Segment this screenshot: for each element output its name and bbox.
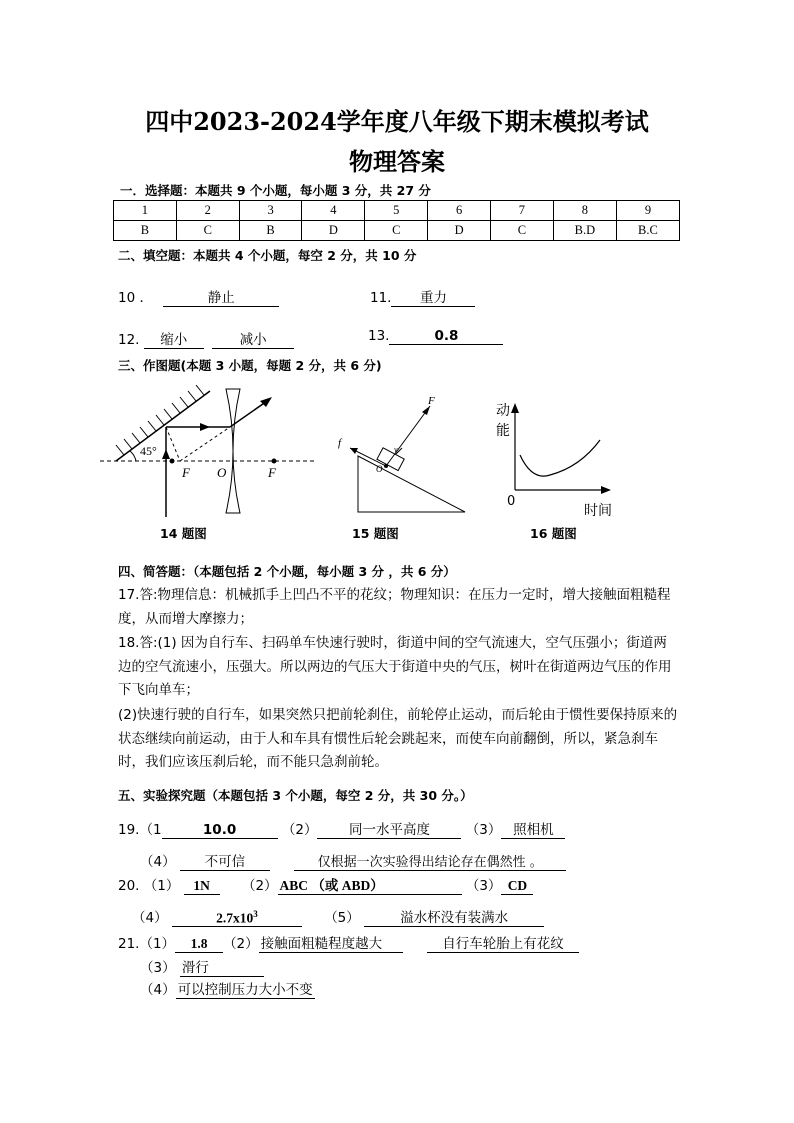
section-3-heading: 三、作图题(本题 3 小题，每题 2 分，共 6 分) bbox=[118, 358, 382, 373]
table-cell: 1 bbox=[114, 201, 177, 221]
q19-answer-1: 10.0 bbox=[162, 822, 278, 839]
q18-answer-part1: 18.答:(1) 因为自行车、扫码单车快速行驶时，街道中间的空气流速大，空气压强小；街道两边的空气流速小，压强大。所以两边的气压大于街道中央的气压，树叶在街道两边气压的作用下飞向单车； bbox=[118, 635, 672, 698]
table-cell: D bbox=[302, 221, 365, 241]
angle-label: 45° bbox=[140, 444, 157, 458]
table-cell: C bbox=[365, 221, 428, 241]
q20-answer-1: 1N bbox=[184, 878, 220, 895]
q21-label-3: （3） bbox=[140, 960, 176, 976]
focus-right-label: F bbox=[268, 465, 276, 480]
q20-answer-4 bbox=[172, 909, 302, 928]
q13-label: 13. bbox=[368, 328, 390, 344]
page-subtitle: 物理答案 bbox=[349, 147, 445, 176]
energy-curve bbox=[520, 440, 600, 476]
table-cell: 6 bbox=[428, 201, 491, 221]
q21-answer-1: 1.8 bbox=[175, 936, 223, 953]
table-cell: 3 bbox=[239, 201, 302, 221]
q19-answer-5: 仅根据一次实验得出结论存在偶然性 。 bbox=[294, 851, 566, 871]
table-row-answers bbox=[114, 221, 680, 241]
figure-15-diagram bbox=[330, 392, 470, 517]
choice-answer-table bbox=[113, 200, 680, 241]
q20-label-1: 20. （1） bbox=[118, 878, 180, 894]
q20-label-5: （5） bbox=[324, 910, 360, 926]
table-cell: B.D bbox=[553, 221, 616, 241]
q21-label-4: （4） bbox=[140, 982, 176, 998]
table-cell: 2 bbox=[176, 201, 239, 221]
q20-line-2 bbox=[132, 906, 544, 927]
q20-answer-2: ABC （或 ABD） bbox=[278, 874, 462, 895]
table-cell: 8 bbox=[553, 201, 616, 221]
q13-answer: 0.8 bbox=[389, 328, 503, 345]
page-title: 四中2023-2024学年度八年级下期末模拟考试 bbox=[145, 107, 649, 136]
q12-label: 12. bbox=[118, 332, 140, 348]
section-4-heading: 四、简答题：（本题包括 2 个小题，每小题 3 分 ，共 6 分） bbox=[118, 564, 456, 579]
q19-line-1 bbox=[118, 818, 565, 839]
q20-answer-4-exponent: 3 bbox=[253, 908, 258, 919]
table-cell: 4 bbox=[302, 201, 365, 221]
section-5-heading: 五、实验探究题（本题包括 3 个小题，每空 2 分，共 30 分。） bbox=[118, 788, 473, 803]
velocity-v-label: v bbox=[394, 445, 398, 454]
table-row-numbers bbox=[114, 201, 680, 221]
q19-label-2: （2） bbox=[281, 822, 318, 838]
q21-line-3 bbox=[140, 978, 315, 999]
figure-14-diagram bbox=[100, 385, 320, 520]
table-cell: 5 bbox=[365, 201, 428, 221]
table-cell: B bbox=[239, 221, 302, 241]
concave-lens bbox=[226, 389, 240, 513]
q21-label-1: 21.（1） bbox=[118, 936, 176, 952]
q19-answer-2: 同一水平高度 bbox=[317, 818, 461, 839]
q12-line bbox=[118, 328, 294, 349]
q21-answer-2b: 自行车轮胎上有花纹 bbox=[427, 932, 579, 953]
q20-answer-4-base: 2.7x10 bbox=[216, 910, 254, 925]
q19-line-2 bbox=[140, 850, 566, 871]
q10-line bbox=[118, 286, 279, 307]
q18-answer-part2: (2)快速行驶的自行车，如果突然只把前轮刹住，前轮停止运动，而后轮由于惯性要保持原来的状态继续向前运动，由于人和车具有惯性后轮会跳起来，而使车向前翻倒，所以，紧急刹车时，我们应该压刹后轮，而不能只急刹前轮。 bbox=[118, 707, 678, 770]
y-axis-label-2: 能 bbox=[496, 423, 510, 439]
force-F-label: F bbox=[428, 395, 435, 407]
q21-answer-3: 滑行 bbox=[180, 956, 264, 977]
q19-label-1: 19.（1 bbox=[118, 822, 162, 838]
focus-left-label: F bbox=[182, 465, 190, 480]
section-2-heading: 二、填空题：本题共 4 个小题，每空 2 分，共 10 分 bbox=[118, 248, 417, 263]
q19-answer-3: 照相机 bbox=[501, 818, 565, 839]
figure-15-caption: 15 题图 bbox=[352, 526, 399, 541]
table-cell: D bbox=[428, 221, 491, 241]
q11-answer: 重力 bbox=[391, 286, 475, 307]
table-cell: B.C bbox=[616, 221, 679, 241]
q20-answer-3: CD bbox=[501, 878, 533, 895]
q19-label-4: （4） bbox=[140, 854, 176, 870]
q20-label-4: （4） bbox=[132, 910, 168, 926]
optical-center-label: O bbox=[217, 465, 227, 480]
q12-answer-2: 减小 bbox=[212, 328, 294, 349]
q11-label: 11. bbox=[370, 290, 392, 306]
q12-answer-1: 缩小 bbox=[144, 328, 204, 349]
q21-label-2: （2） bbox=[223, 936, 259, 952]
q10-answer: 静止 bbox=[163, 286, 279, 307]
friction-f-label: f bbox=[338, 437, 342, 449]
q20-line-1 bbox=[118, 874, 533, 895]
y-axis-label-1: 动 bbox=[496, 403, 510, 419]
q20-label-3: （3） bbox=[465, 878, 502, 894]
q19-label-3: （3） bbox=[465, 822, 502, 838]
section-1-heading: 一．选择题：本题共 9 个小题，每小题 3 分，共 27 分 bbox=[120, 183, 431, 198]
figure-14-caption: 14 题图 bbox=[160, 526, 207, 541]
x-axis-label: 时间 bbox=[584, 503, 612, 519]
origin-label: 0 bbox=[507, 494, 516, 509]
figure-16-caption: 16 题图 bbox=[530, 526, 577, 541]
q20-label-2: （2） bbox=[241, 878, 278, 894]
figure-16-diagram bbox=[490, 395, 625, 520]
q13-line bbox=[368, 328, 503, 345]
q21-line-2 bbox=[140, 956, 264, 977]
point-O-label: O bbox=[376, 464, 383, 474]
q21-answer-4: 可以控制压力大小不变 bbox=[176, 978, 315, 999]
table-cell: C bbox=[491, 221, 554, 241]
q19-answer-4: 不可信 bbox=[180, 850, 270, 871]
q10-label: 10 ． bbox=[118, 290, 153, 306]
q11-line bbox=[370, 286, 475, 307]
table-cell: 7 bbox=[491, 201, 554, 221]
q20-answer-5: 溢水杯没有装满水 bbox=[364, 906, 544, 927]
table-cell: 9 bbox=[616, 201, 679, 221]
table-cell: B bbox=[114, 221, 177, 241]
q17-answer: 17.答:物理信息：机械抓手上凹凸不平的花纹；物理知识：在压力一定时，增大接触面粗糙程度，从而增大摩擦力； bbox=[118, 587, 671, 627]
q21-answer-2: 接触面粗糙程度越大 bbox=[259, 932, 403, 953]
table-cell: C bbox=[176, 221, 239, 241]
q21-line-1 bbox=[118, 932, 579, 953]
